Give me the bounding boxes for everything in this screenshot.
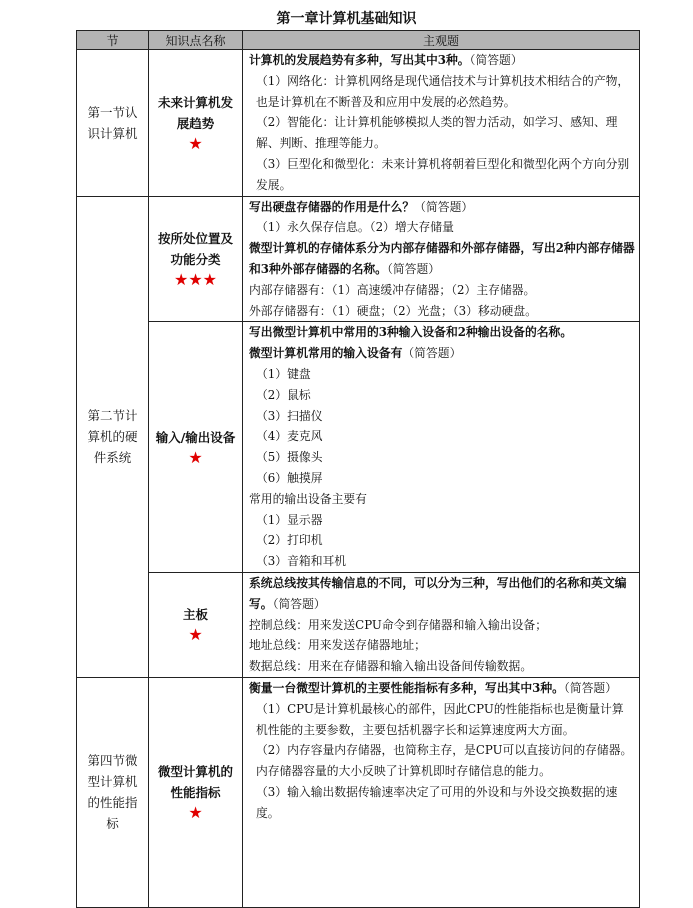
list-item: （6）触摸屏: [256, 470, 323, 485]
sub-title: 微型计算机常用的输入设备有: [249, 346, 403, 361]
point-name: [149, 572, 243, 677]
point-name: [149, 196, 243, 322]
section-name: 第一节认识计算机: [77, 50, 149, 197]
table-row: [77, 196, 640, 322]
question-text: 写出硬盘存储器的作用是什么？: [249, 199, 415, 214]
star-rating-icon: ★: [188, 803, 203, 823]
answer-line: 地址总线：用来发送存储器地址；: [249, 638, 426, 653]
list-item: （2）鼠标: [256, 387, 311, 402]
question-tag: （简答题）: [272, 596, 326, 611]
question-text: 写出微型计算机中常用的3种输入设备和2种输出设备的名称。: [249, 325, 573, 340]
list-item: （5）摄像头: [256, 450, 323, 465]
answer-cell: [243, 322, 640, 573]
star-rating-icon: ★: [188, 625, 203, 645]
question-text: 衡量一台微型计算机的主要性能指标有多种，写出其中3种。: [249, 680, 564, 695]
answer-line: 控制总线：用来发送CPU命令到存储器和输入输出设备；: [249, 617, 548, 632]
list-item: （4）麦克风: [256, 429, 323, 444]
table-header-row: [77, 31, 640, 50]
star-rating-icon: ★★★: [173, 269, 218, 289]
knowledge-table: [76, 30, 640, 908]
table-row: [77, 572, 640, 677]
question-text: 微型计算机的存储体系分为内部存储器和外部存储器，写出2种内部存储器和3种外部存储器的名称。: [249, 241, 635, 276]
answer-line: （2）内存容量内存储器，也简称主存，是CPU可以直接访问的存储器。内存储器容量的大小反映了计算机即时存储信息的能力。: [256, 743, 633, 779]
table-row: [77, 322, 640, 573]
list-item: （3）音箱和耳机: [256, 554, 347, 569]
star-rating-icon: ★: [188, 447, 203, 467]
question-tag: （简答题）: [469, 53, 523, 67]
question-tag: （简答题）: [402, 346, 462, 361]
point-name-text: 微型计算机的性能指标: [157, 764, 233, 801]
header-point: 知识点名称: [149, 31, 243, 50]
point-name-text: 主板: [182, 607, 208, 623]
answer-line: （3）巨型化和微型化：未来计算机将朝着巨型化和微型化两个方向分别发展。: [256, 156, 630, 192]
answer-cell: [243, 677, 640, 907]
answer-cell: [243, 572, 640, 677]
question-tag: （简答题）: [563, 680, 618, 695]
section-name: 第二节计算机的硬件系统: [77, 196, 149, 677]
answer-line: 数据总线：用来在存储器和输入输出设备间传输数据。: [249, 659, 533, 674]
table-row: [77, 677, 640, 907]
table-row: [77, 50, 640, 197]
question-text: 系统总线按其传输信息的不同，可以分为三种，写出他们的名称和英文编写。: [249, 575, 627, 611]
answer-line: （1）CPU是计算机最核心的部件，因此CPU的性能指标也是衡量计算机性能的主要参数，主要包括机器字长和运算速度两大方面。: [256, 701, 624, 737]
answer-cell: [243, 50, 640, 197]
question-tag: （简答题）: [386, 261, 441, 276]
header-content: 主观题: [243, 31, 640, 50]
list-item: （1）键盘: [256, 366, 311, 381]
answer-line: （2）智能化：让计算机能够模拟人类的智力活动，如学习、感知、理解、判断、推理等能力。: [256, 115, 618, 151]
answer-line: （1）永久保存信息。（2）增大存储量: [256, 220, 454, 235]
list-item: （3）扫描仪: [256, 408, 323, 423]
answer-line: （3）输入输出数据传输速率决定了可用的外设和与外设交换数据的速度。: [256, 784, 618, 820]
list-item: （1）显示器: [256, 512, 323, 527]
answer-line: 外部存储器有：（1）硬盘；（2）光盘；（3）移动硬盘。: [249, 303, 537, 318]
star-rating-icon: ★: [188, 133, 203, 153]
list-item: （2）打印机: [256, 533, 323, 548]
sub-title: 常用的输出设备主要有: [249, 491, 367, 506]
point-name: [149, 322, 243, 573]
question-text: 计算机的发展趋势有多种，写出其中3种。: [249, 53, 470, 67]
question-tag: （简答题）: [414, 199, 474, 214]
point-name: [149, 677, 243, 907]
header-section: 节: [77, 31, 149, 50]
answer-cell: [243, 196, 640, 322]
answer-line: （1）网络化：计算机网络是现代通信技术与计算机技术相结合的产物，也是计算机在不断普及和应用中发展的必然趋势。: [256, 73, 630, 109]
answer-line: 内部存储器有：（1）高速缓冲存储器；（2）主存储器。: [249, 282, 536, 297]
point-name: [149, 50, 243, 197]
point-name-text: 输入/输出设备: [155, 429, 236, 445]
section-name: 第四节微型计算机的性能指标: [77, 677, 149, 907]
point-name-text: 按所处位置及功能分类: [157, 230, 233, 267]
point-name-text: 未来计算机发展趋势: [157, 94, 233, 131]
page-title: 第一章计算机基础知识: [276, 11, 417, 27]
